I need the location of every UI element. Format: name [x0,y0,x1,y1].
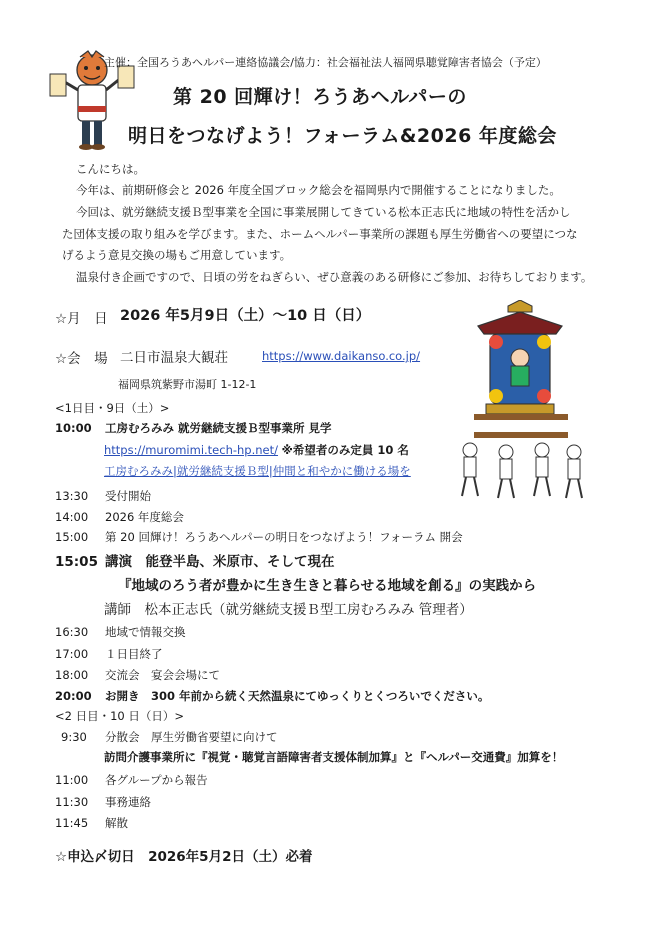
schedule-row [55,509,184,525]
schedule-time: 15:05 [55,554,98,570]
schedule-text: １日目終了 [105,647,163,661]
schedule-text: 解散 [105,816,128,830]
schedule-text: 受付開始 [105,489,151,503]
schedule-text: 事務連絡 [105,795,151,809]
schedule-time: 20:00 [55,689,92,703]
schedule-time: 16:30 [55,625,89,639]
schedule-time: 17:00 [55,647,89,661]
date-label: ☆月 日 [55,311,108,327]
schedule-time: 9:30 [61,730,87,744]
schedule-time: 11:30 [55,795,89,809]
schedule-time: 10:00 [55,421,92,435]
lecturer: 講師 松本正志氏（就労継続支援Ｂ型工房むろみみ 管理者） [104,602,473,618]
day1-header: <1日目・9日（土）> [55,401,170,415]
schedule-row [61,729,278,745]
visit-url-link[interactable]: https://muromimi.tech-hp.net/ [104,443,279,457]
mikoshi-festival-illustration [456,300,586,510]
schedule-row [55,624,186,640]
deadline: ☆申込〆切日 2026年5月2日（土）必着 [55,849,313,865]
visit-note: ※希望者のみ定員 10 名 [281,443,409,457]
intro-paragraph-2c: げるよう意見交換の場もご用意しています。 [62,248,292,262]
schedule-text: 各グループから報告 [105,773,208,787]
venue-label: ☆会 場 [55,351,108,367]
schedule-row [55,794,151,810]
schedule-row [55,646,163,662]
intro-greeting: こんにちは。 [76,162,145,176]
intro-paragraph-3: 温泉付き企画ですので、日頃の労をねぎらい、ぜひ意義のある研修にご参加、お待ちしております。 [76,270,593,284]
schedule-time: 11:45 [55,816,89,830]
intro-paragraph-1: 今年は、前期研修会と 2026 年度全国ブロック総会を福岡県内で開催することになりました。 [76,183,561,197]
venue-name: 二日市温泉大観荘 [120,350,228,366]
schedule-row [55,420,332,436]
date-value: 2026 年5月9日（土）〜10 日（日） [120,308,371,324]
schedule-row [55,529,463,545]
schedule-time: 14:00 [55,510,89,524]
schedule-text: 講演 能登半島、米原市、そして現在 [105,554,335,570]
visit-sublink[interactable]: 工房むろみみ|就労継続支援Ｂ型|仲間と和やかに働ける場を [104,464,411,478]
day2-header: <2 日目・10 日（日）> [55,709,185,723]
schedule-row [55,488,151,504]
schedule-row [55,688,489,704]
schedule-text: 第 20 回輝け！ろうあヘルパーの明日をつなげよう！フォーラム 開会 [105,530,463,544]
schedule-row [55,550,335,570]
schedule-text: 地域で情報交換 [105,625,186,639]
schedule-time: 11:00 [55,773,89,787]
schedule-time: 15:00 [55,530,89,544]
schedule-row [55,772,208,788]
page-title-line2: 明日をつなげよう！フォーラム&2026 年度総会 [128,125,557,147]
lecture-theme: 『地域のろう者が豊かに生き生きと暮らせる地域を創る』の実践から [118,578,537,594]
request-line: 訪問介護事業所に『視覚・聴覚言語障害者支援体制加算』と『ヘルパー交通費』加算を！ [104,750,564,764]
schedule-time: 13:30 [55,489,89,503]
schedule-text: 交流会 宴会会場にて [105,668,220,682]
venue-url-link[interactable]: https://www.daikanso.co.jp/ [262,349,421,363]
organizer-line: 主催：全国ろうあヘルパー連絡協議会/協力：社会福祉法人福岡県聴覚障害者協会（予定） [104,56,547,69]
page-title-line1: 第 20 回輝け！ろうあヘルパーの [173,86,467,108]
schedule-text: 分散会 厚生労働省要望に向けて [105,730,278,744]
schedule-text: 2026 年度総会 [105,510,184,524]
intro-paragraph-2b: た団体支援の取り組みを学びます。また、ホームヘルパー事業所の課題も厚生労働省への要望につな [62,227,578,241]
visit-info [104,442,409,458]
schedule-row [55,815,128,831]
venue-address: 福岡県筑紫野市湯町 1-12-1 [118,378,257,391]
schedule-text: 工房むろみみ 就労継続支援Ｂ型事業所 見学 [105,421,332,435]
intro-paragraph-2a: 今回は、就労継続支援Ｂ型事業を全国に事業展開してきている松本正志氏に地域の特性を活かし [76,205,571,219]
schedule-time: 18:00 [55,668,89,682]
schedule-text: お開き 300 年前から続く天然温泉にてゆっくりとくつろいでください。 [105,689,490,703]
schedule-row [55,667,220,683]
